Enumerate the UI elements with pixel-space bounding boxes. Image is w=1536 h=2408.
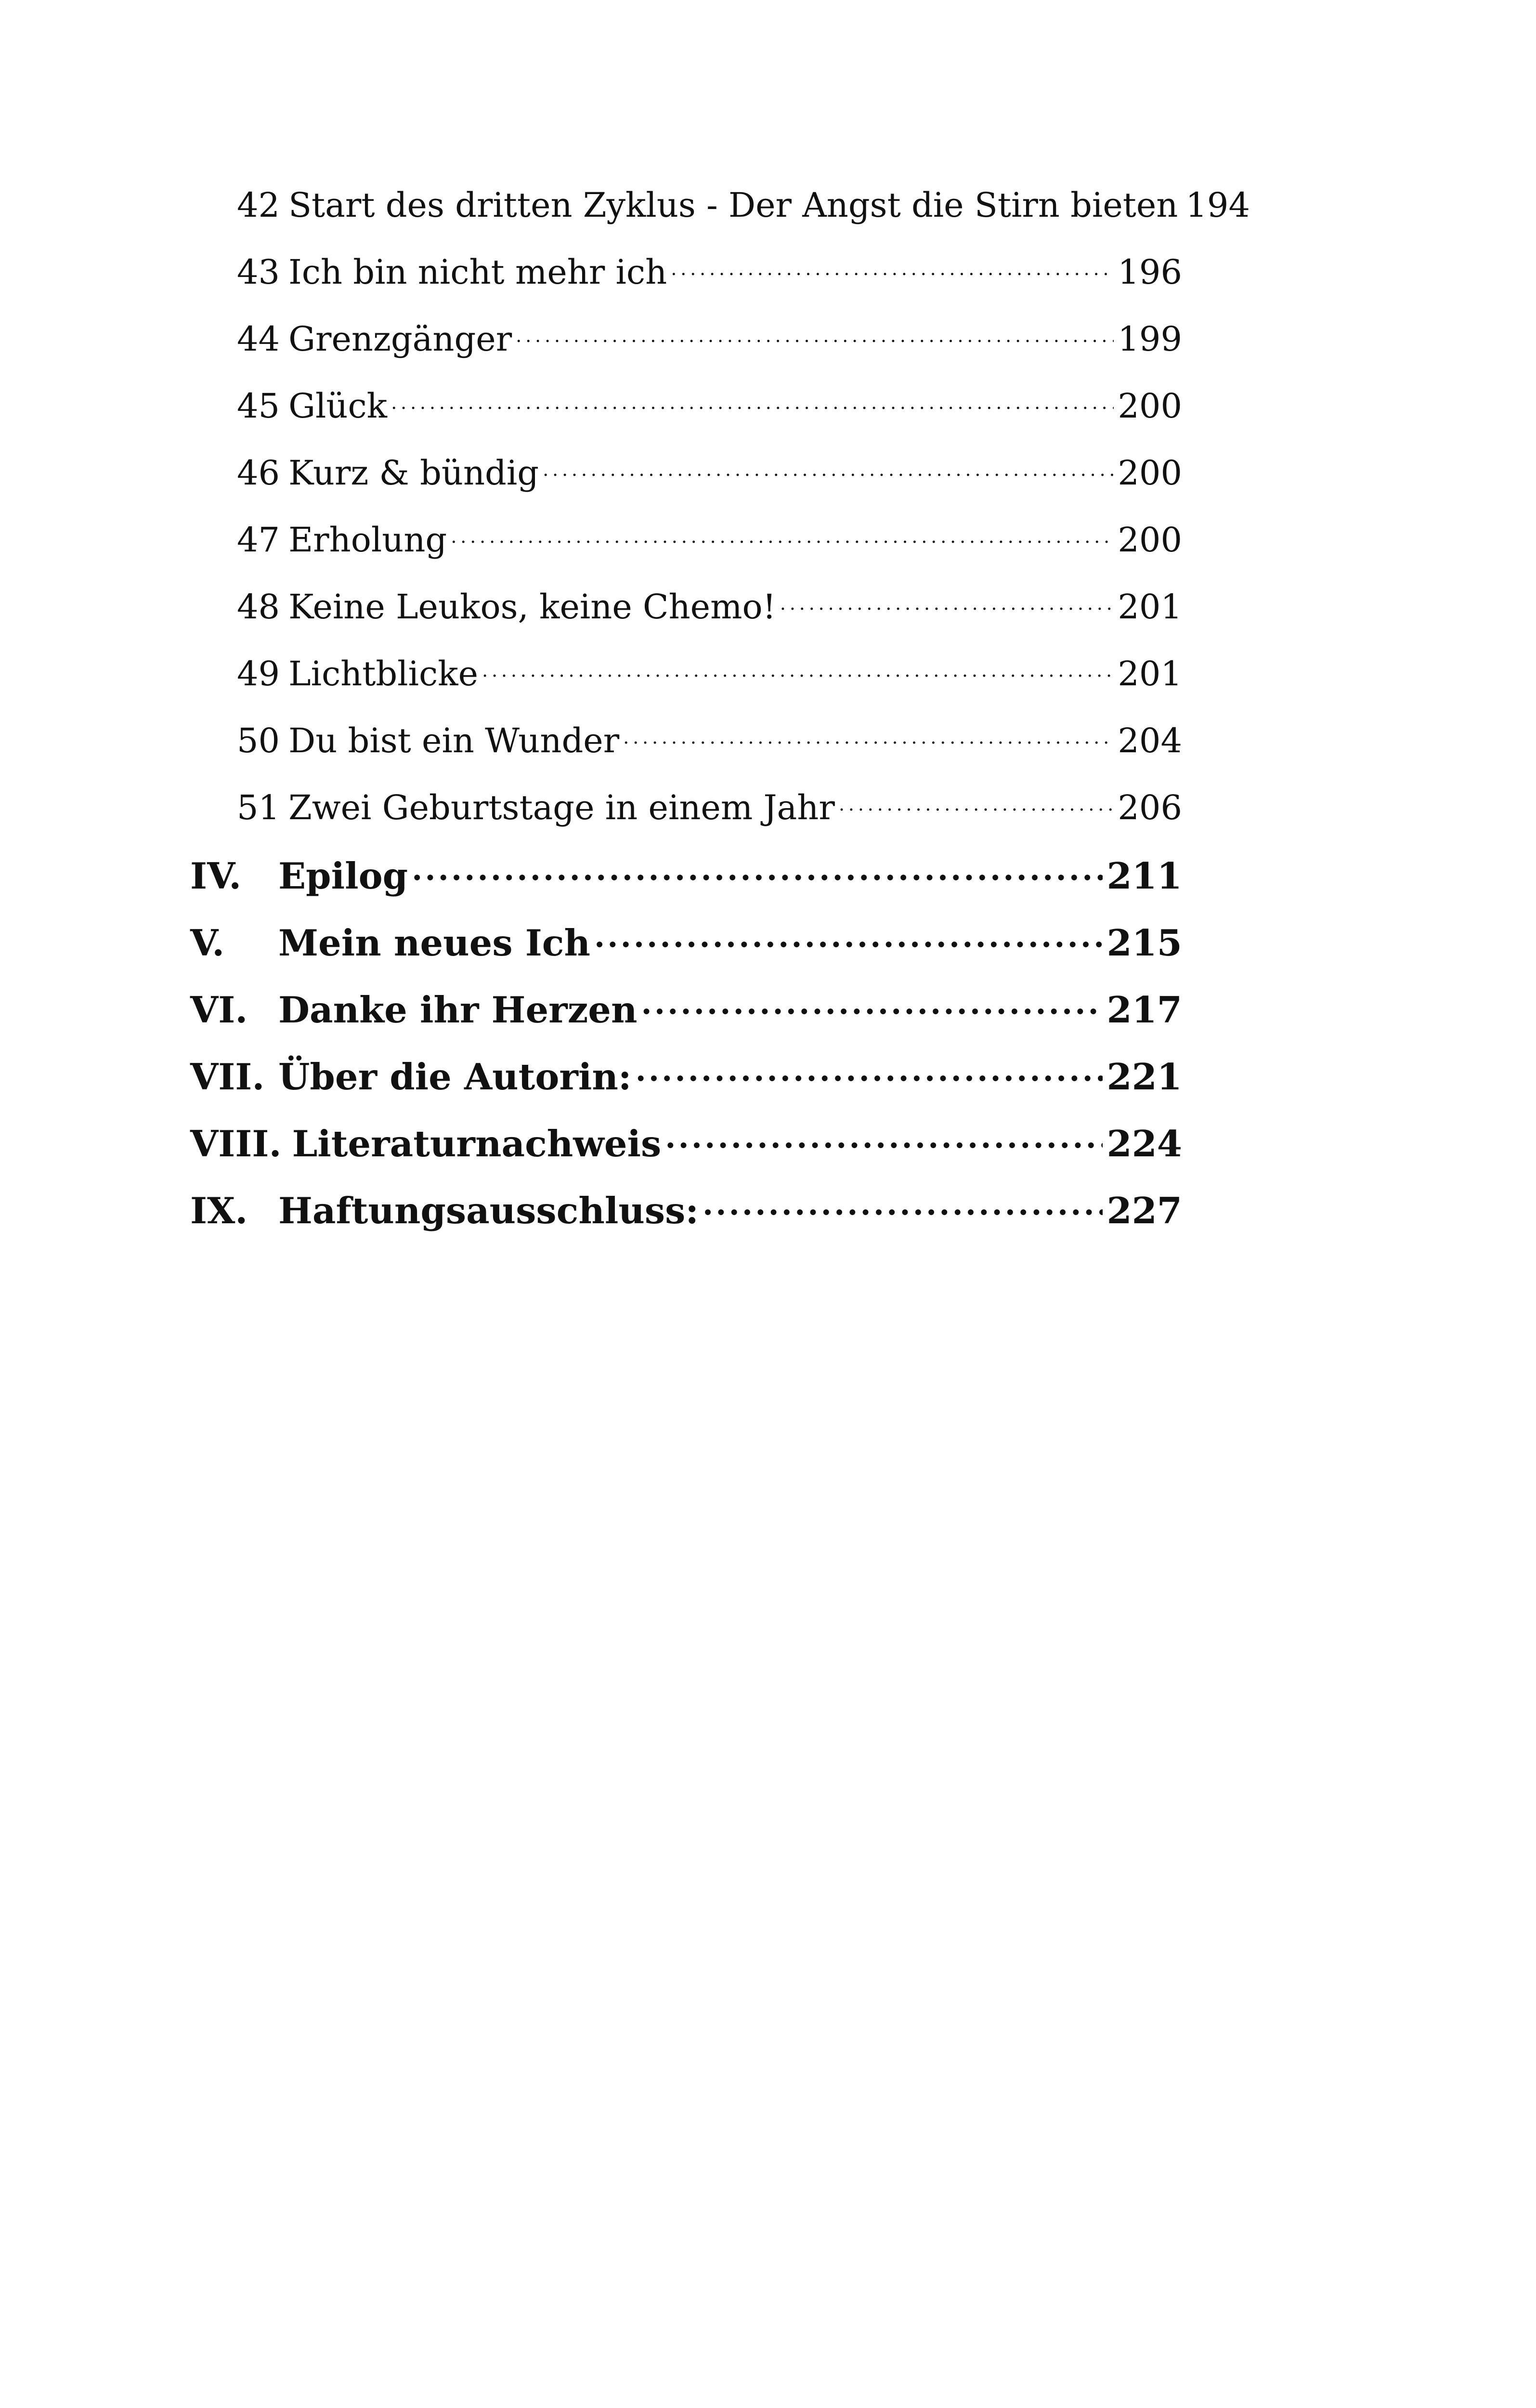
- toc-entry-number: 45: [237, 386, 280, 426]
- dot-leader: [594, 919, 1103, 955]
- toc-entry-48[interactable]: [190, 585, 1182, 652]
- toc-chapter-iv[interactable]: [190, 852, 1182, 919]
- dot-leader: [516, 317, 1114, 351]
- dot-leader: [665, 1120, 1103, 1156]
- toc-entry-45[interactable]: [190, 384, 1182, 451]
- toc-entry-title: Kurz & bündig: [288, 453, 539, 493]
- toc-entry-number: 42: [237, 185, 280, 225]
- toc-entry-page: 200: [1118, 453, 1182, 493]
- toc-chapter-page: 215: [1106, 922, 1182, 964]
- toc-entry-title: Zwei Geburtstage in einem Jahr: [288, 788, 835, 827]
- toc-entry-number: 51: [237, 788, 280, 827]
- toc-chapter-number: IV.: [190, 855, 242, 897]
- toc-entry-number: 50: [237, 721, 280, 760]
- toc-entry-number: 48: [237, 587, 280, 627]
- toc-chapter-title: Danke ihr Herzen: [278, 989, 638, 1031]
- toc-entry-page: 196: [1118, 252, 1182, 292]
- dot-leader: [839, 785, 1114, 819]
- toc-chapter-title: Haftungsausschluss:: [278, 1190, 699, 1232]
- toc-chapter-title: Über die Autorin:: [278, 1056, 632, 1098]
- toc-entry-number: 44: [237, 319, 280, 359]
- toc-chapter-v[interactable]: [190, 919, 1182, 986]
- toc-chapter-page: 217: [1106, 989, 1182, 1031]
- toc-entry-number: 47: [237, 520, 280, 560]
- toc-chapter-number: VIII.: [190, 1123, 282, 1165]
- toc-chapter-title: Literaturnachweis: [292, 1123, 662, 1165]
- dot-leader: [543, 451, 1114, 484]
- toc-entry-page: 200: [1118, 386, 1182, 426]
- dot-leader: [703, 1187, 1103, 1223]
- toc-chapter-number: V.: [190, 922, 225, 964]
- toc-chapter-vi[interactable]: [190, 986, 1182, 1053]
- toc-entry-title: Ich bin nicht mehr ich: [288, 252, 667, 292]
- toc-chapter-title: Epilog: [278, 855, 408, 897]
- toc-entry-title: Glück: [288, 386, 388, 426]
- toc-chapter-page: 221: [1106, 1056, 1182, 1098]
- toc-entry-47[interactable]: [190, 518, 1182, 585]
- toc-chapter-number: VII.: [190, 1056, 265, 1098]
- toc-entry-number: 49: [237, 654, 280, 694]
- dot-leader: [671, 250, 1114, 284]
- toc-chapter-ix[interactable]: [190, 1187, 1182, 1254]
- toc-entry-title: Keine Leukos, keine Chemo!: [288, 587, 776, 627]
- toc-entry-page: 194: [1185, 185, 1250, 225]
- dot-leader: [623, 719, 1114, 752]
- dot-leader: [641, 986, 1103, 1022]
- toc-entry-title: Du bist ein Wunder: [288, 721, 620, 760]
- toc-chapter-vii[interactable]: [190, 1053, 1182, 1120]
- toc-chapter-page: 224: [1106, 1123, 1182, 1165]
- toc-entry-page: 201: [1118, 654, 1182, 694]
- toc-entry-44[interactable]: [190, 317, 1182, 384]
- toc-entry-43[interactable]: [190, 250, 1182, 317]
- toc-entry-title: Grenzgänger: [288, 319, 512, 359]
- toc-entry-page: 206: [1118, 788, 1182, 827]
- toc-entry-number: 46: [237, 453, 280, 493]
- toc-entry-page: 199: [1118, 319, 1182, 359]
- toc-entry-title: Start des dritten Zyklus - Der Angst die Stirn bieten: [288, 185, 1178, 225]
- toc-chapter-page: 227: [1106, 1190, 1182, 1232]
- table-of-contents: [190, 183, 1250, 1254]
- toc-chapter-number: VI.: [190, 989, 248, 1031]
- toc-entry-number: 43: [237, 252, 280, 292]
- dot-leader: [412, 852, 1103, 889]
- dot-leader: [780, 585, 1114, 618]
- dot-leader: [391, 384, 1114, 418]
- toc-chapter-title: Mein neues Ich: [278, 922, 590, 964]
- toc-entry-page: 200: [1118, 520, 1182, 560]
- toc-entry-51[interactable]: [190, 785, 1182, 852]
- toc-entry-46[interactable]: [190, 451, 1182, 518]
- toc-entry-50[interactable]: [190, 719, 1182, 785]
- dot-leader: [636, 1053, 1103, 1089]
- toc-entry-title: Erholung: [288, 520, 447, 560]
- toc-entry-42[interactable]: [190, 183, 1250, 250]
- dot-leader: [451, 518, 1114, 551]
- toc-entry-49[interactable]: [190, 652, 1182, 719]
- toc-chapter-viii[interactable]: [190, 1120, 1182, 1187]
- toc-entry-page: 204: [1118, 721, 1182, 760]
- toc-entry-title: Lichtblicke: [288, 654, 478, 694]
- dot-leader: [482, 652, 1114, 685]
- toc-chapter-page: 211: [1106, 855, 1182, 897]
- toc-chapter-number: IX.: [190, 1190, 248, 1232]
- toc-entry-page: 201: [1118, 587, 1182, 627]
